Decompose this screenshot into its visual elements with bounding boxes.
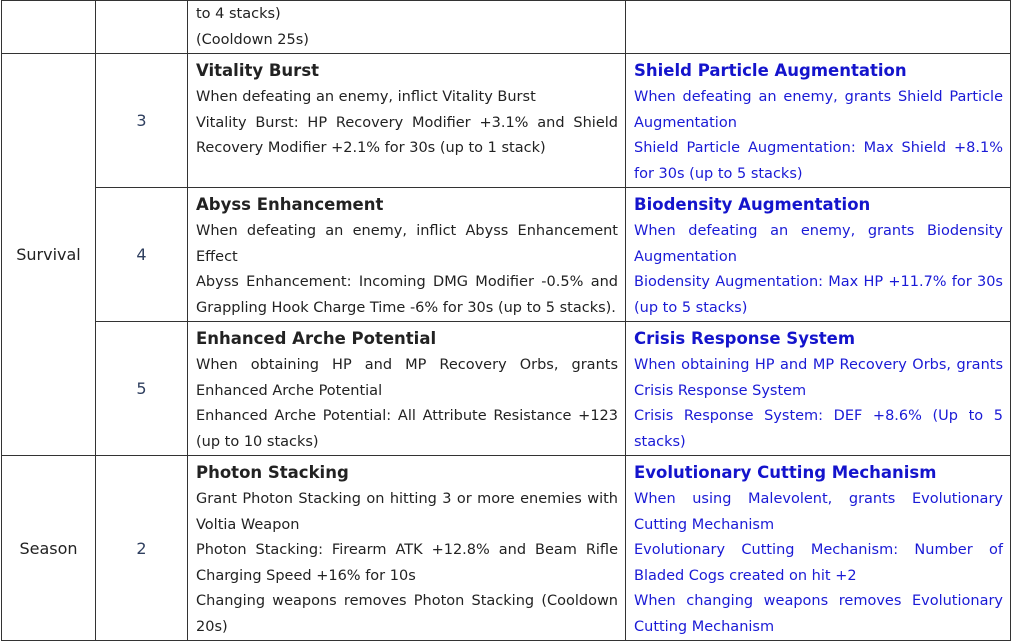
effect-title: Enhanced Arche Potential (196, 329, 437, 348)
effect-line: Grant Photon Stacking on hitting 3 or more enemies with Voltia Weapon (196, 491, 618, 533)
level-cell: 3 (96, 54, 188, 188)
effects-table (1, 0, 1011, 641)
effect-cell (188, 188, 626, 322)
level-cell: 4 (96, 188, 188, 322)
advanced-effect-cell (626, 456, 1011, 641)
advanced-effect-line: Biodensity Augmentation: Max HP +11.7% for 30s (up to 5 stacks) (634, 274, 1003, 316)
advanced-effect-line: Evolutionary Cutting Mechanism: Number of Bladed Cogs created on hit +2 (634, 542, 1003, 584)
advanced-effect-line: When defeating an enemy, grants Shield Particle Augmentation (634, 89, 1003, 131)
effect-line: When obtaining HP and MP Recovery Orbs, grants Enhanced Arche Potential (196, 357, 618, 399)
effect-line: Abyss Enhancement: Incoming DMG Modifier -0.5% and Grappling Hook Charge Time -6% for 30s (up to 5 stacks). (196, 274, 618, 316)
table-row (2, 456, 1011, 641)
table-row (2, 54, 1011, 188)
effect-line: Changing weapons removes Photon Stacking (Cooldown 20s) (196, 593, 618, 635)
effect-line: Photon Stacking: Firearm ATK +12.8% and Beam Rifle Charging Speed +16% for 10s (196, 542, 618, 584)
advanced-effect-title: Evolutionary Cutting Mechanism (634, 463, 937, 482)
advanced-effect-title: Crisis Response System (634, 329, 856, 348)
level-cell (96, 1, 188, 54)
advanced-effect-title: Biodensity Augmentation (634, 195, 871, 214)
effect-line: to 4 stacks) (196, 6, 281, 22)
effect-cell (188, 54, 626, 188)
advanced-effect-line: When obtaining HP and MP Recovery Orbs, grants Crisis Response System (634, 357, 1003, 399)
advanced-effect-cell (626, 1, 1011, 54)
effect-line: (Cooldown 25s) (196, 31, 309, 48)
category-cell: Survival (2, 54, 96, 456)
effect-line: When defeating an enemy, inflict Abyss Enhancement Effect (196, 223, 618, 265)
effect-line: Enhanced Arche Potential: All Attribute Resistance +123 (up to 10 stacks) (196, 408, 618, 450)
category-cell: Season (2, 456, 96, 641)
effect-cell (188, 322, 626, 456)
advanced-effect-line: When defeating an enemy, grants Biodensity Augmentation (634, 223, 1003, 265)
advanced-effect-cell (626, 322, 1011, 456)
effect-title: Vitality Burst (196, 61, 320, 80)
level-cell: 5 (96, 322, 188, 456)
effect-line: Vitality Burst: HP Recovery Modifier +3.1% and Shield Recovery Modifier +2.1% for 30s (up to 1 stack) (196, 114, 618, 156)
effect-line: When defeating an enemy, inflict Vitality Burst (196, 89, 536, 105)
advanced-effect-line: Shield Particle Augmentation: Max Shield +8.1% for 30s (up to 5 stacks) (634, 140, 1003, 182)
advanced-effect-line: When using Malevolent, grants Evolutionary Cutting Mechanism (634, 491, 1003, 533)
table-row (2, 1, 1011, 54)
effect-cell (188, 1, 626, 54)
advanced-effect-cell (626, 54, 1011, 188)
advanced-effect-line: Crisis Response System: DEF +8.6% (Up to 5 stacks) (634, 408, 1003, 450)
advanced-effect-line: When changing weapons removes Evolutionary Cutting Mechanism (634, 593, 1003, 635)
advanced-effect-cell (626, 188, 1011, 322)
level-cell: 2 (96, 456, 188, 641)
table-row (2, 322, 1011, 456)
advanced-effect-title: Shield Particle Augmentation (634, 61, 907, 80)
table-row (2, 188, 1011, 322)
effect-title: Photon Stacking (196, 463, 349, 482)
category-cell (2, 1, 96, 54)
effect-title: Abyss Enhancement (196, 195, 384, 214)
effect-cell (188, 456, 626, 641)
